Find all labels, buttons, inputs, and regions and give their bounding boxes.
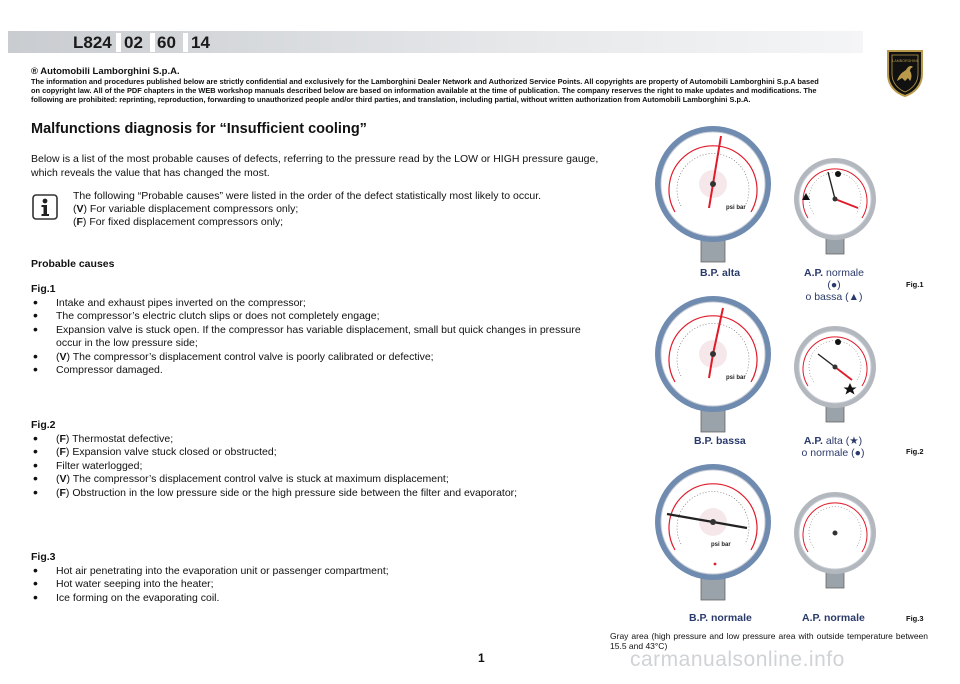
list-item: • (F) Thermostat defective; <box>31 433 606 446</box>
page-number: 1 <box>478 651 485 665</box>
fig2-tag: Fig.2 <box>906 447 924 456</box>
low-pressure-gauge-fig3 <box>653 462 773 602</box>
gauge-units: psi bar <box>726 205 746 211</box>
copyright-text: The information and procedures published below are strictly confidential and exclusively for the Lamborghini Dealer Network and Authorized Service Points. All copyrights are property of Automobili Lamborghini S.p.A based on copyright law. All of the PDF chapters in the WEB workshop manuals described below are based on information available at the time of publication. The company reserves the right to make updates and modifications. The following are prohibited: reprinting, reproduction, forwarding to unauthorized people and/or third parties, and translation, including partial, without written authorization from Automobili Lamborghini S.p.A. <box>31 77 819 104</box>
fig1-ap-label <box>799 267 869 303</box>
doc-code-section: 14 <box>191 33 210 52</box>
list-item: • Filter waterlogged; <box>31 460 606 473</box>
code-separator <box>183 33 188 52</box>
intro-paragraph: Below is a list of the most probable causes of defects, referring to the pressure read by the LOW or HIGH pressure gauge, which reveals the value that has changed the most. <box>31 153 599 179</box>
low-pressure-gauge-fig2 <box>653 294 773 434</box>
ap-reading-2: o normale (●) <box>801 447 865 459</box>
low-pressure-gauge-fig1 <box>653 124 773 264</box>
list-item: • Compressor damaged. <box>31 364 606 377</box>
ap-reading-1: alta (★) <box>825 435 863 447</box>
fig1-causes-list <box>31 297 606 377</box>
info-icon <box>32 194 58 220</box>
ap-reading-2: o bassa (▲) <box>805 291 863 303</box>
high-pressure-gauge-fig2 <box>792 324 878 424</box>
fig2-ap-label <box>797 435 869 459</box>
list-item: • Hot air penetrating into the evaporation unit or passenger compartment; <box>31 565 606 578</box>
fig2-label: Fig.2 <box>31 419 56 431</box>
list-item: • Ice forming on the evaporating coil. <box>31 592 606 605</box>
list-item: • The compressor’s electric clutch slips or does not completely engage; <box>31 310 606 323</box>
list-item: • (V) The compressor’s displacement control valve is poorly calibrated or defective; <box>31 351 606 364</box>
info-line-fixed: (F) For fixed displacement compressors only; <box>73 216 284 228</box>
fig3-ap-label: A.P. normale <box>802 612 865 624</box>
gauge-units: psi bar <box>726 375 746 381</box>
copyright-notice <box>31 66 827 104</box>
gray-area-note: Gray area (high pressure and low pressure area with outside temperature between 15.5 and 43°C) <box>610 631 928 651</box>
lamborghini-logo <box>884 48 926 98</box>
copyright-title: ® Automobili Lamborghini S.p.A. <box>31 66 180 77</box>
doc-code-model: L824 <box>73 33 112 52</box>
ap-title: A.P. <box>804 267 824 279</box>
high-pressure-gauge-fig3 <box>792 490 878 590</box>
fig2-causes-list <box>31 433 606 500</box>
ap-reading-1: normale (●) <box>826 267 864 291</box>
code-separator <box>116 33 121 52</box>
doc-code-group: 02 <box>124 33 143 52</box>
list-item: • (V) The compressor’s displacement control valve is stuck at maximum displacement; <box>31 473 606 486</box>
fig2-bp-label: B.P. bassa <box>694 435 746 447</box>
probable-causes-heading: Probable causes <box>31 258 115 270</box>
info-line-variable: (V) For variable displacement compressors only; <box>73 203 299 215</box>
fig3-causes-list <box>31 565 606 605</box>
page-title: Malfunctions diagnosis for “Insufficient cooling” <box>31 121 367 137</box>
info-note <box>73 190 608 229</box>
list-item: • Intake and exhaust pipes inverted on the compressor; <box>31 297 606 310</box>
logo-text: LAMBORGHINI <box>892 59 918 63</box>
list-item: • (F) Obstruction in the low pressure side or the high pressure side between the filter and evaporator; <box>31 487 606 500</box>
info-line-order: The following “Probable causes” were listed in the order of the defect statistically most likely to occur. <box>73 190 542 202</box>
fig3-tag: Fig.3 <box>906 614 924 623</box>
fig1-tag: Fig.1 <box>906 280 924 289</box>
list-item: • (F) Expansion valve stuck closed or obstructed; <box>31 446 606 459</box>
fig1-bp-label: B.P. alta <box>700 267 741 279</box>
list-item: • Hot water seeping into the heater; <box>31 578 606 591</box>
ap-title: A.P. <box>803 435 823 447</box>
list-item: • Expansion valve is stuck open. If the compressor has variable displacement, small but quick changes in pressure occur in the low pressure side; <box>31 324 606 351</box>
fig3-label: Fig.3 <box>31 551 56 563</box>
high-pressure-gauge-fig1 <box>792 156 878 256</box>
watermark: carmanualsonline.info <box>630 648 845 671</box>
fig1-label: Fig.1 <box>31 283 56 295</box>
doc-code-subgroup: 60 <box>157 33 176 52</box>
fig3-bp-label: B.P. normale <box>689 612 752 624</box>
code-separator <box>150 33 155 52</box>
gauge-units: psi bar <box>711 542 731 548</box>
